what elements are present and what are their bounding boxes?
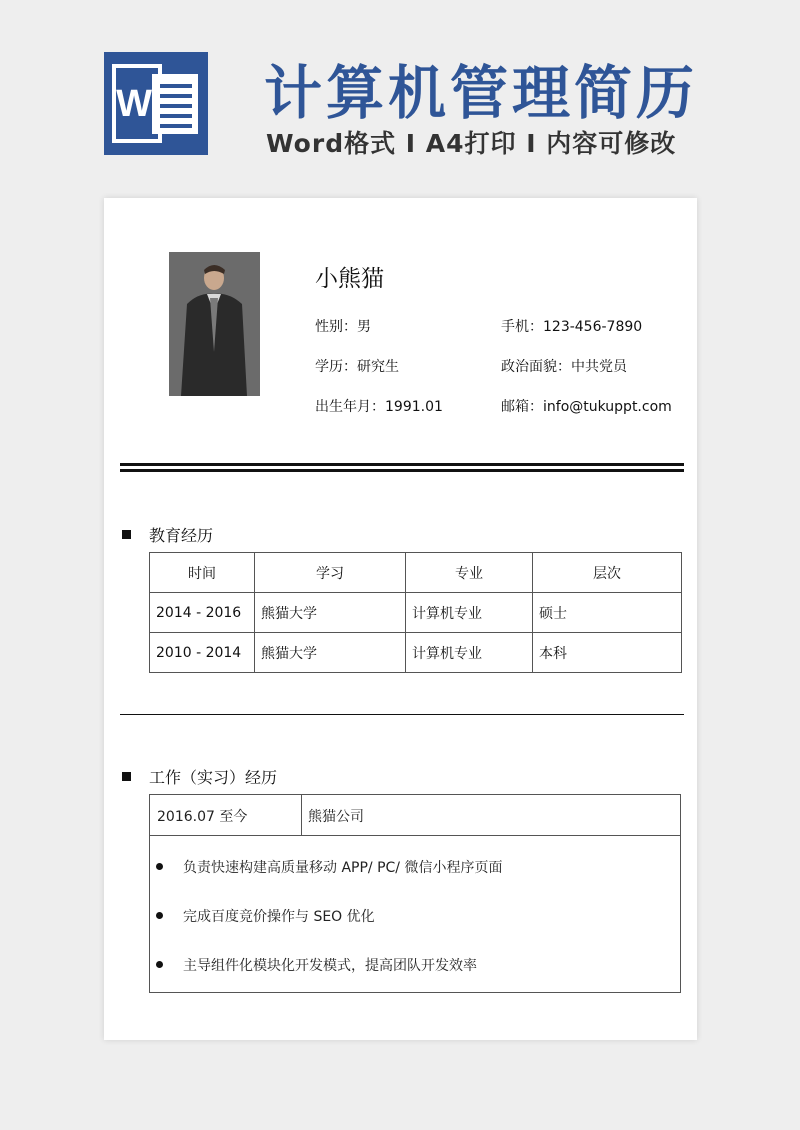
duty-text: 完成百度竞价操作与 SEO 优化	[183, 909, 375, 925]
political-status-value: 中共党员	[571, 359, 627, 375]
banner-subtitle: Word格式 I A4打印 I 内容可修改	[266, 129, 677, 158]
table-cell: 熊猫大学	[255, 633, 406, 673]
email-value: info@tukuppt.com	[543, 399, 672, 415]
gender-label: 性别：	[315, 319, 357, 335]
word-document-icon	[104, 52, 208, 155]
person-photo-icon	[169, 252, 260, 396]
banner-title: 计算机管理简历	[264, 59, 699, 127]
political-status-label: 政治面貌：	[501, 359, 571, 375]
phone-label: 手机：	[501, 319, 543, 335]
duty-text: 负责快速构建高质量移动 APP/ PC/ 微信小程序页面	[183, 860, 503, 876]
portrait-photo	[169, 252, 260, 396]
section-square-icon	[122, 530, 131, 539]
candidate-name: 小熊猫	[315, 266, 384, 292]
list-item	[156, 857, 502, 877]
duty-text: 主导组件化模块化开发模式，提高团队开发效率	[183, 958, 477, 974]
table-header-cell: 学习	[255, 553, 406, 593]
work-experience-box	[149, 794, 681, 993]
bullet-icon	[156, 863, 163, 870]
table-cell: 2010 - 2014	[150, 633, 255, 673]
table-header-row	[150, 553, 682, 593]
table-cell: 2014 - 2016	[150, 593, 255, 633]
education-section-title	[122, 523, 213, 546]
table-row	[150, 593, 682, 633]
education-table	[149, 552, 682, 673]
bullet-icon	[156, 961, 163, 968]
email-label: 邮箱：	[501, 399, 543, 415]
work-header-row	[150, 795, 680, 836]
list-item	[156, 906, 375, 926]
resume-page	[104, 198, 697, 1040]
birth-date-value: 1991.01	[385, 399, 443, 415]
list-item	[156, 955, 477, 975]
education-level-value: 研究生	[357, 359, 399, 375]
bullet-icon	[156, 912, 163, 919]
work-title-text: 工作（实习）经历	[149, 768, 278, 787]
political-status-field	[501, 356, 627, 376]
table-cell: 本科	[533, 633, 682, 673]
education-title-text: 教育经历	[149, 526, 214, 545]
phone-value: 123-456-7890	[543, 319, 643, 335]
phone-field	[501, 316, 642, 336]
word-icon-letter: W	[116, 83, 152, 125]
template-banner	[0, 0, 800, 190]
divider-thin	[120, 714, 684, 715]
work-section-title	[122, 765, 277, 788]
table-cell: 计算机专业	[406, 593, 533, 633]
education-level-label: 学历：	[315, 359, 357, 375]
section-square-icon	[122, 772, 131, 781]
table-cell: 熊猫大学	[255, 593, 406, 633]
table-header-cell: 层次	[533, 553, 682, 593]
birth-date-label: 出生年月：	[315, 399, 385, 415]
table-cell: 硕士	[533, 593, 682, 633]
table-cell: 计算机专业	[406, 633, 533, 673]
gender-field	[315, 316, 371, 336]
table-header-cell: 时间	[150, 553, 255, 593]
work-company: 熊猫公司	[308, 809, 364, 825]
birth-date-field	[315, 396, 443, 416]
table-header-cell: 专业	[406, 553, 533, 593]
divider-thick-bottom	[120, 469, 684, 472]
work-period: 2016.07 至今	[157, 809, 248, 825]
email-field	[501, 396, 672, 416]
divider-thick-top	[120, 463, 684, 466]
gender-value: 男	[357, 319, 371, 335]
cell-divider	[301, 795, 302, 835]
education-level-field	[315, 356, 399, 376]
table-row	[150, 633, 682, 673]
